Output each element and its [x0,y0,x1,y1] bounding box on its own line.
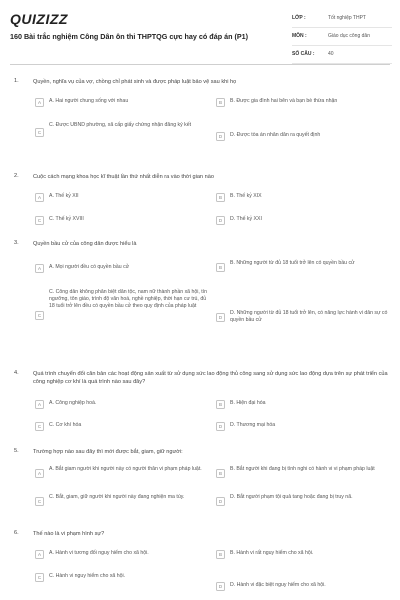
meta-row-subject [292,30,392,46]
option-b[interactable] [216,260,386,272]
option-b[interactable] [216,400,386,409]
question-text: Quá trình chuyển đổi căn bản các hoạt động sản xuất từ sử dụng sức lao động thủ công sang sử dụng sức lao động dựa trên sự phát triển của công nghiệp cơ khí là quá trình nào sau đây? [33,371,388,386]
option-letter: C [35,573,44,582]
option-letter: A [35,550,44,559]
option-text: C. Cơ khí hóa [49,422,82,428]
option-c[interactable] [35,122,195,137]
option-a[interactable] [35,264,205,273]
quizizz-logo: QUIZIZZ [10,11,68,27]
option-letter: A [35,400,44,409]
option-d[interactable] [216,582,386,591]
option-text: A. Hai người chung sống với nhau [49,98,129,104]
option-letter: A [35,469,44,478]
question-number: 5. [14,448,19,454]
option-letter: B [216,469,225,478]
option-text: D. Những người từ đủ 18 tuổi trở lên, có năng lực hành vi dân sự có quyền bầu cử [230,310,388,323]
option-letter: C [35,128,44,137]
question-number: 6. [14,530,19,536]
option-letter: D [216,132,225,141]
question-number: 4. [14,370,19,376]
option-b[interactable] [216,466,386,478]
option-b[interactable] [216,193,386,202]
option-b[interactable] [216,550,386,559]
question-number: 2. [14,173,19,179]
option-text: C. Công dân không phân biệt dân tộc, nam nữ thành phần xã hội, tín ngưỡng, tôn giáo, trình độ văn hoá, nghề nghiệp, thời hạn cư trú, đủ 18 tuổi trở lên đều có quyền bầu cử theo quy định của pháp luật [49,289,208,309]
option-letter: D [216,216,225,225]
question-text: Cuộc cách mạng khoa học kĩ thuật lần thứ nhất diễn ra vào thời gian nào [33,174,214,180]
question-number: 3. [14,240,19,246]
meta-value: Tốt nghiệp THPT [328,15,366,21]
option-letter: D [216,422,225,431]
option-letter: B [216,400,225,409]
option-text: B. Hành vi rất nguy hiểm cho xã hội. [230,550,314,556]
option-letter: C [35,497,44,506]
option-d[interactable] [216,310,388,324]
page-title: 160 Bài trắc nghiệm Công Dân ôn thi THPTQG cực hay có đáp án (P1) [10,32,249,41]
question-number: 1. [14,78,19,84]
option-letter: C [35,422,44,431]
option-d[interactable] [216,494,386,506]
option-letter: B [216,263,225,272]
option-letter: C [35,216,44,225]
option-text: C. Hành vi nguy hiểm cho xã hội. [49,573,126,579]
option-a[interactable] [35,400,195,409]
meta-row-class [292,12,392,28]
meta-label: LỚP : [292,15,306,21]
meta-label: SỐ CÂU : [292,51,315,57]
option-letter: D [216,582,225,591]
option-d[interactable] [216,422,386,431]
option-c[interactable] [35,422,195,431]
option-text: A. Bắt giam người khi người này có người thân vi phạm pháp luật. [49,466,202,472]
header-divider [10,64,390,65]
option-text: D. Thế kỷ XXI [230,216,262,222]
option-a[interactable] [35,98,195,107]
option-a[interactable] [35,193,195,202]
option-c[interactable] [35,216,195,225]
question-text: Thế nào là vi phạm hình sự? [33,531,105,537]
option-text: C. Thế kỷ XVIII [49,216,84,222]
option-a[interactable] [35,466,207,478]
meta-row-count [292,48,392,64]
meta-value: 40 [328,51,334,57]
option-letter: B [216,550,225,559]
option-text: C. Được UBND phường, xã cấp giấy chứng nhận đăng ký kết [49,122,192,128]
question-text: Quyền bầu cử của công dân được hiểu là [33,241,137,247]
option-letter: A [35,264,44,273]
option-c[interactable] [35,289,213,320]
option-text: B. Bắt người khi đang bị tình nghi có hành vi vi phạm pháp luật [230,466,375,472]
option-c[interactable] [35,573,207,582]
meta-panel [292,12,392,66]
option-letter: B [216,98,225,107]
option-text: A. Mọi người đều có quyền bầu cử [49,264,130,270]
option-text: D. Bắt người phạm tội quả tang hoặc đang bị truy nã. [230,494,353,500]
option-text: A. Thế kỷ XII [49,193,79,199]
question-text: Trường hợp nào sau đây thì mới được bắt, giam, giữ người: [33,449,183,455]
meta-label: MÔN : [292,33,307,39]
option-letter: D [216,497,225,506]
option-text: B. Thế kỷ XIX [230,193,262,199]
option-text: B. Những người từ đủ 18 tuổi trở lên có quyền bầu cử [230,260,355,266]
option-text: B. Hiện đại hóa [230,400,266,406]
meta-value: Giáo dục công dân [328,33,370,39]
option-c[interactable] [35,494,207,506]
option-b[interactable] [216,98,386,107]
option-text: D. Hành vi đặc biệt nguy hiểm cho xã hội. [230,582,326,588]
question-text: Quyền, nghĩa vụ của vợ, chồng chỉ phát sinh và được pháp luật bảo vệ sau khi họ [33,79,237,85]
option-text: B. Được gia đình hai bên và bạn bè thừa nhận [230,98,338,104]
option-text: C. Bắt, giam, giữ người khi người này đang nghiện ma túy. [49,494,185,500]
option-text: A. Công nghiệp hoá. [49,400,97,406]
option-text: A. Hành vi tương đối nguy hiểm cho xã hội. [49,550,149,556]
option-a[interactable] [35,550,207,559]
option-d[interactable] [216,216,386,225]
option-text: D. Được tòa án nhân dân ra quyết định [230,132,321,138]
option-letter: A [35,193,44,202]
option-letter: A [35,98,44,107]
option-letter: C [35,311,44,320]
option-letter: B [216,193,225,202]
option-text: D. Thương mại hóa [230,422,276,428]
option-d[interactable] [216,132,386,141]
option-letter: D [216,313,225,322]
